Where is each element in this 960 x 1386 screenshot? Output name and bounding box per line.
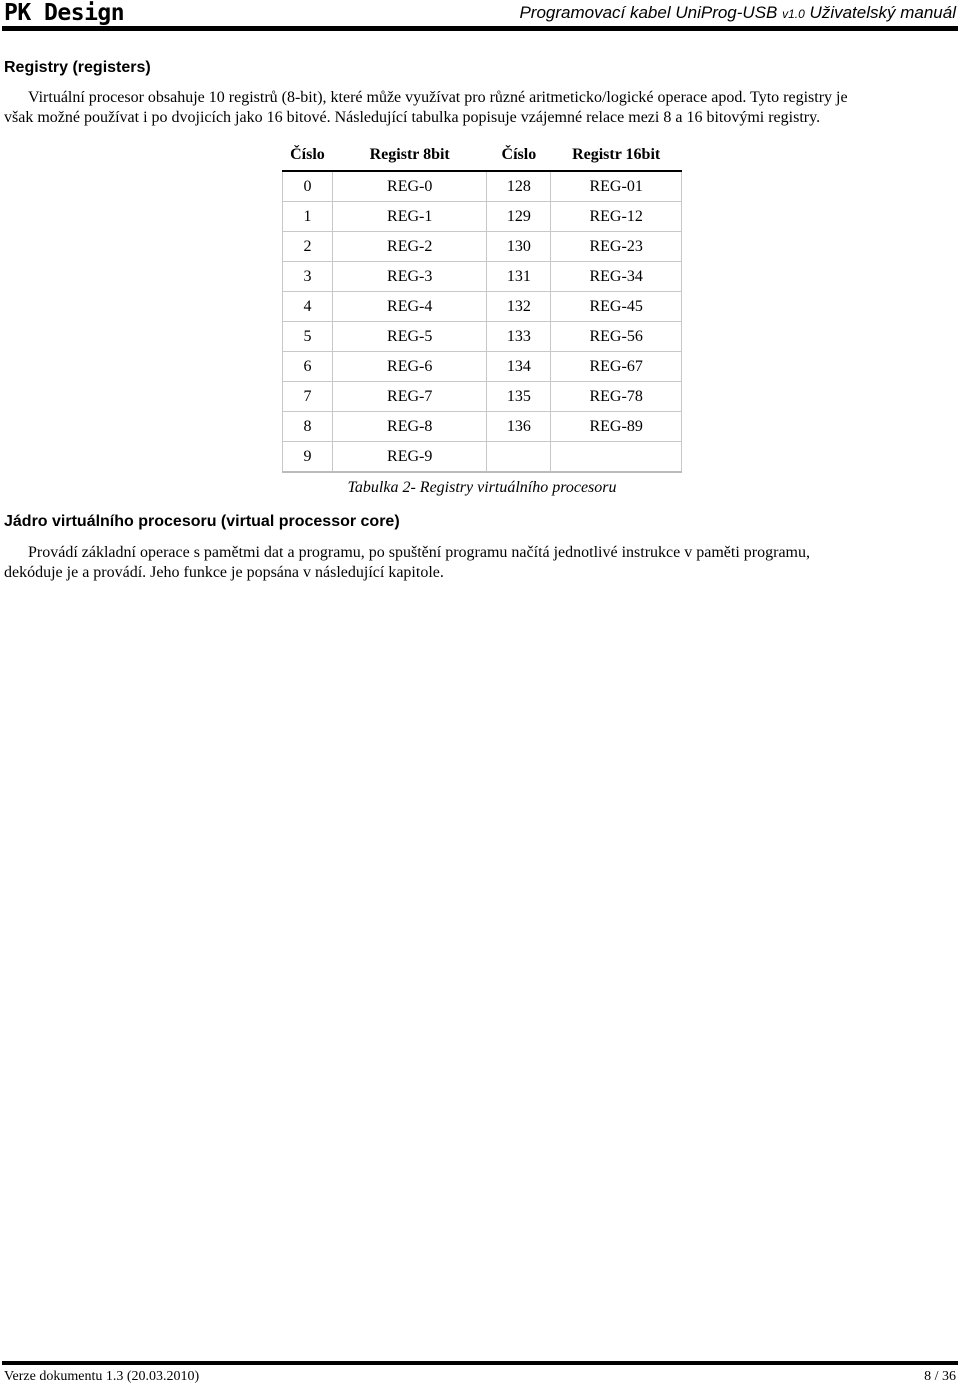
table-cell: 132 [487, 292, 551, 322]
footer-rule [2, 1361, 958, 1365]
table-cell: 2 [283, 232, 333, 262]
table-row [283, 382, 682, 412]
registers-paragraph [4, 88, 956, 128]
section-heading-registers: Registry (registers) [4, 59, 151, 76]
company-logo: PK Design [4, 0, 125, 26]
page-header [0, 0, 960, 34]
table-cell: 133 [487, 322, 551, 352]
paragraph-line: však možné používat i po dvojicích jako 16 bitové. Následující tabulka popisuje vzájemné relace mezi 8 a 16 bitovými registry. [4, 109, 821, 126]
table-cell: 128 [487, 171, 551, 202]
document-title [519, 3, 956, 24]
table-row [283, 171, 682, 202]
table-cell: 129 [487, 202, 551, 232]
table-cell: 4 [283, 292, 333, 322]
table-cell: REG-1 [332, 202, 487, 232]
manual-name: Uživatelský manuál [809, 3, 956, 22]
table-cell: REG-78 [551, 382, 682, 412]
table-cell: REG-45 [551, 292, 682, 322]
table-row [283, 442, 682, 473]
table-cell: REG-23 [551, 232, 682, 262]
table-cell: 134 [487, 352, 551, 382]
table-cell: REG-67 [551, 352, 682, 382]
table-cell: 7 [283, 382, 333, 412]
table-row [283, 262, 682, 292]
table-cell: 1 [283, 202, 333, 232]
table-cell: REG-89 [551, 412, 682, 442]
core-paragraph [4, 543, 956, 583]
table-cell: REG-2 [332, 232, 487, 262]
table-row [283, 292, 682, 322]
table-caption: Tabulka 2- Registry virtuálního procesoru [347, 479, 617, 496]
table-cell: REG-12 [551, 202, 682, 232]
table-row [283, 232, 682, 262]
product-name: Programovací kabel UniProg-USB [519, 3, 778, 22]
column-header: Registr 16bit [551, 140, 682, 171]
table-cell: 3 [283, 262, 333, 292]
version-label: v1.0 [782, 7, 805, 21]
document-version: Verze dokumentu 1.3 (20.03.2010) [4, 1369, 200, 1384]
table-cell: REG-7 [332, 382, 487, 412]
table-cell: REG-5 [332, 322, 487, 352]
table-cell: REG-56 [551, 322, 682, 352]
table-cell: REG-8 [332, 412, 487, 442]
column-header: Číslo [283, 140, 333, 171]
table-cell: 131 [487, 262, 551, 292]
table-cell: 9 [283, 442, 333, 473]
paragraph-line: dekóduje je a provádí. Jeho funkce je popsána v následující kapitole. [4, 564, 444, 581]
paragraph-line: Provádí základní operace s pamětmi dat a programu, po spuštění programu načítá jednotlivé instrukce v paměti programu, [28, 544, 810, 561]
section-heading-core: Jádro virtuálního procesoru (virtual processor core) [4, 513, 400, 530]
table-cell: 136 [487, 412, 551, 442]
header-rule [2, 26, 958, 31]
table-cell: REG-0 [332, 171, 487, 202]
table-row [283, 322, 682, 352]
table-row [283, 202, 682, 232]
registers-table [282, 140, 682, 473]
table-cell: REG-01 [551, 171, 682, 202]
table-row [283, 412, 682, 442]
table-cell: 130 [487, 232, 551, 262]
column-header: Registr 8bit [332, 140, 487, 171]
table-cell [551, 442, 682, 473]
table-cell: 6 [283, 352, 333, 382]
column-header: Číslo [487, 140, 551, 171]
page-number: 8 / 36 [924, 1369, 956, 1384]
table-cell: REG-3 [332, 262, 487, 292]
table-cell: REG-6 [332, 352, 487, 382]
table-cell: REG-4 [332, 292, 487, 322]
table-cell: REG-34 [551, 262, 682, 292]
table-cell: 8 [283, 412, 333, 442]
table-cell: 5 [283, 322, 333, 352]
table-cell: 135 [487, 382, 551, 412]
table-cell: REG-9 [332, 442, 487, 473]
paragraph-line: Virtuální procesor obsahuje 10 registrů (8-bit), které může využívat pro různé aritmeticko/logické operace apod. Tyto registry je [28, 89, 848, 106]
table-cell [487, 442, 551, 473]
table-cell: 0 [283, 171, 333, 202]
table-header-row [283, 140, 682, 171]
table-row [283, 352, 682, 382]
